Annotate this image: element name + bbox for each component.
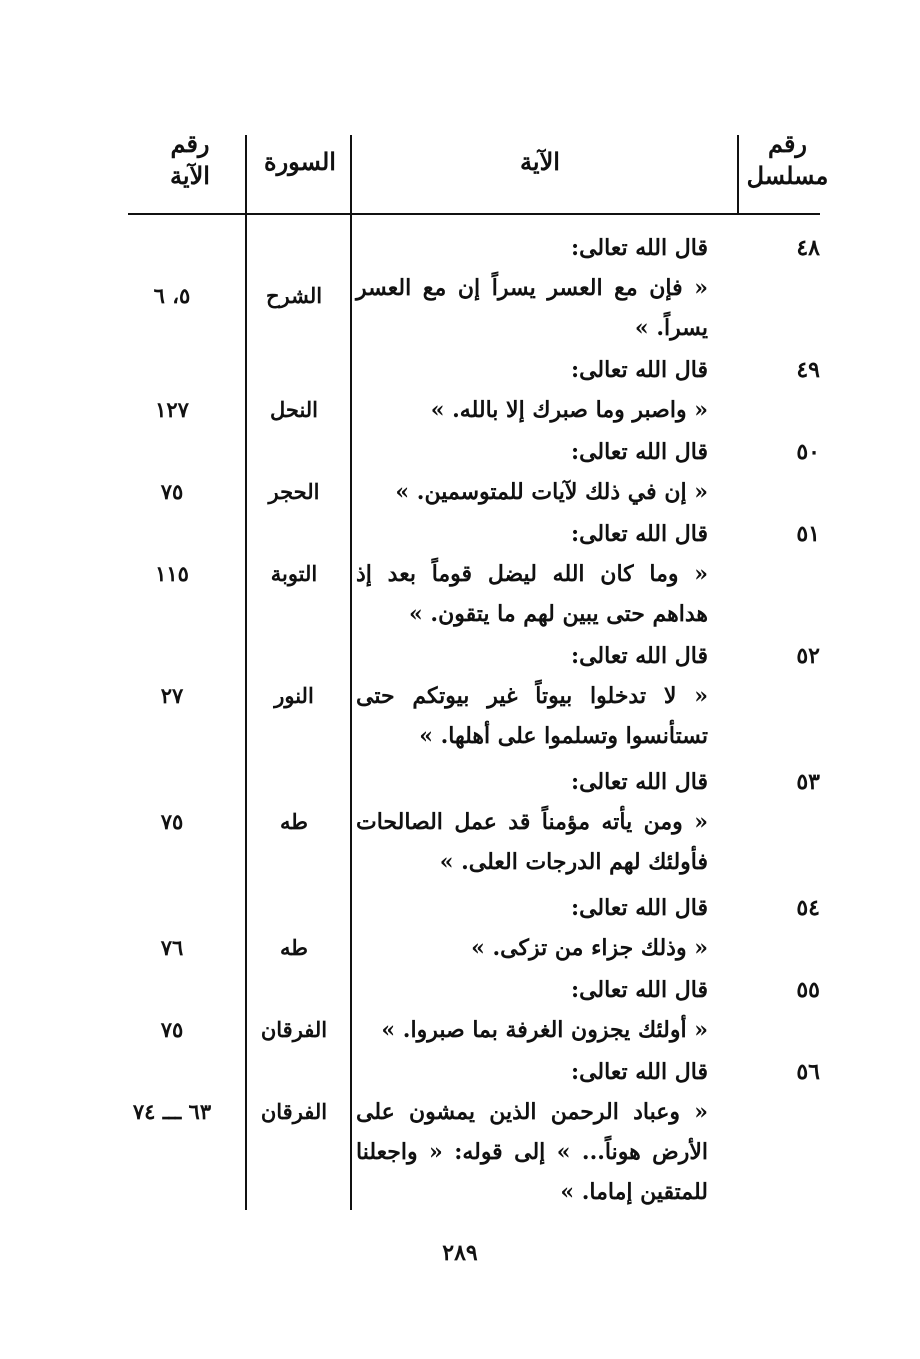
table-row bbox=[0, 350, 920, 432]
verse-text: « إن في ذلك لآيات للمتوسمين. » bbox=[395, 479, 708, 505]
header-surah bbox=[250, 146, 350, 178]
header-ayah-line1: رقم bbox=[170, 129, 210, 158]
verse-text: « لا تدخلوا بيوتاً غير بيوتكم حتى تستأنسوا وتسلموا على أهلها. » bbox=[356, 683, 708, 749]
verse-intro: قال الله تعالى: bbox=[570, 235, 708, 261]
verse-intro: قال الله تعالى: bbox=[570, 439, 708, 465]
ayah-number: ٧٥ bbox=[160, 479, 184, 504]
table-row bbox=[0, 228, 920, 350]
ayah-number: ١٢٧ bbox=[155, 397, 189, 422]
header-ayah-no bbox=[140, 128, 240, 193]
verse-text: « وذلك جزاء من تزكى. » bbox=[471, 935, 708, 961]
verse-cell bbox=[356, 514, 708, 634]
serial-number: ٥٠ bbox=[796, 439, 820, 465]
surah-name: الشرح bbox=[265, 283, 323, 308]
header-verse-label: الآية bbox=[520, 147, 560, 176]
surah-name: طه bbox=[280, 935, 308, 960]
serial-number: ٥٤ bbox=[796, 895, 820, 921]
ayah-number: ٥، ٦ bbox=[153, 283, 191, 308]
table-row bbox=[0, 514, 920, 636]
verse-cell bbox=[356, 1052, 708, 1212]
surah-name: طه bbox=[280, 809, 308, 834]
header-serial-line1: رقم bbox=[767, 129, 808, 158]
header-verse bbox=[480, 146, 600, 178]
serial-number: ٥٥ bbox=[796, 977, 820, 1003]
verse-intro: قال الله تعالى: bbox=[570, 357, 708, 383]
serial-number: ٥١ bbox=[796, 521, 820, 547]
header-serial bbox=[745, 128, 830, 193]
serial-number: ٥٢ bbox=[796, 643, 820, 669]
surah-name: الفرقان bbox=[260, 1099, 328, 1124]
verse-cell bbox=[356, 762, 708, 882]
verse-text: « وعباد الرحمن الذين يمشون على الأرض هوناً... » إلى قوله: « واجعلنا للمتقين إماما. » bbox=[356, 1099, 708, 1205]
ayah-number: ٦٣ ـــ ٧٤ bbox=[132, 1099, 212, 1124]
verse-cell bbox=[356, 636, 708, 756]
serial-number: ٥٣ bbox=[796, 769, 820, 795]
verse-text: « فإن مع العسر يسراً إن مع العسر يسراً. » bbox=[356, 275, 708, 341]
table-row bbox=[0, 888, 920, 970]
ayah-number: ٧٥ bbox=[160, 1017, 184, 1042]
table-row bbox=[0, 432, 920, 514]
verse-text: « وما كان الله ليضل قوماً بعد إذ هداهم حتى يبين لهم ما يتقون. » bbox=[356, 561, 708, 627]
surah-name: النحل bbox=[269, 397, 319, 422]
surah-name: الفرقان bbox=[260, 1017, 328, 1042]
serial-number: ٥٦ bbox=[796, 1059, 820, 1085]
header-serial-line2: مسلسل bbox=[746, 161, 829, 191]
verse-text: « ومن يأته مؤمناً قد عمل الصالحات فأولئك لهم الدرجات العلى. » bbox=[356, 809, 708, 875]
verse-cell bbox=[356, 350, 708, 430]
ayah-number: ٢٧ bbox=[160, 683, 184, 708]
header-ayah-line2: الآية bbox=[170, 161, 210, 191]
serial-number: ٤٨ bbox=[796, 235, 820, 261]
table-row bbox=[0, 970, 920, 1052]
table-body bbox=[0, 228, 920, 1222]
serial-number: ٤٩ bbox=[796, 357, 820, 383]
surah-name: التوبة bbox=[270, 561, 318, 586]
verse-text: « واصبر وما صبرك إلا بالله. » bbox=[430, 397, 708, 423]
verse-intro: قال الله تعالى: bbox=[570, 521, 708, 547]
ayah-number: ١١٥ bbox=[155, 561, 189, 586]
header-rule bbox=[128, 213, 820, 215]
verse-intro: قال الله تعالى: bbox=[570, 895, 708, 921]
table-row bbox=[0, 762, 920, 888]
surah-name: النور bbox=[274, 683, 314, 708]
page-number: ٢٨٩ bbox=[442, 1240, 478, 1266]
divider-serial bbox=[737, 135, 739, 213]
verse-text: « أولئك يجزون الغرفة بما صبروا. » bbox=[381, 1017, 708, 1043]
verse-intro: قال الله تعالى: bbox=[570, 643, 708, 669]
verse-cell bbox=[356, 228, 708, 348]
table-row bbox=[0, 636, 920, 762]
verse-intro: قال الله تعالى: bbox=[570, 769, 708, 795]
verse-cell bbox=[356, 432, 708, 512]
ayah-number: ٧٥ bbox=[160, 809, 184, 834]
verse-intro: قال الله تعالى: bbox=[570, 977, 708, 1003]
ayah-number: ٧٦ bbox=[160, 935, 184, 960]
verse-cell bbox=[356, 970, 708, 1050]
verse-cell bbox=[356, 888, 708, 968]
table-row bbox=[0, 1052, 920, 1222]
verse-intro: قال الله تعالى: bbox=[570, 1059, 708, 1085]
surah-name: الحجر bbox=[268, 479, 320, 504]
header-surah-label: السورة bbox=[264, 147, 336, 176]
